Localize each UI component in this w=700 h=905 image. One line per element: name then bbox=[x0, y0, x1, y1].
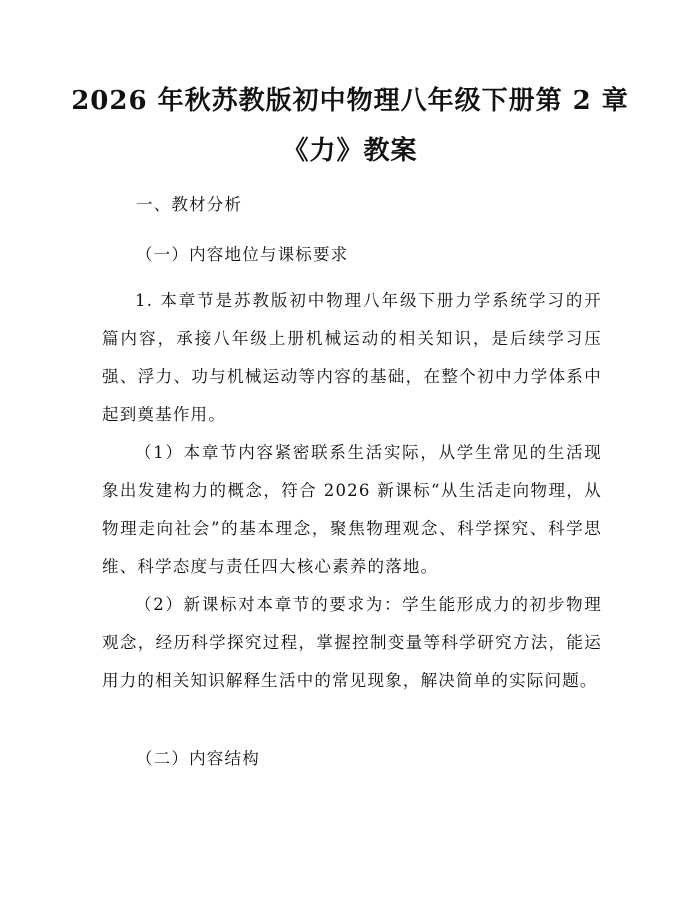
subsection-heading-content-structure: （二）内容结构 bbox=[136, 749, 260, 768]
subsection-heading-position-requirements: （一）内容地位与课标要求 bbox=[136, 245, 349, 264]
paragraph-chapter-position: 1. 本章节是苏教版初中物理八年级下册力学系统学习的开篇内容，承接八年级上册机械运动的相关知识，是后续学习压强、浮力、功与机械运动等内容的基础，在整个初中力学体系中起到奠基作用。 bbox=[102, 291, 602, 424]
section-heading-textbook-analysis: 一、教材分析 bbox=[136, 195, 243, 214]
paragraph-life-connection: （1）本章节内容紧密联系生活实际，从学生常见的生活现象出发建构力的概念，符合 2026 新课标“从生活走向物理，从物理走向社会”的基本理念，聚焦物理观念、科学探究、科学思维、科学态度与责任四大核心素养的落地。 bbox=[102, 443, 602, 576]
document-title-line-1: 2026 年秋苏教版初中物理八年级下册第 2 章 bbox=[71, 86, 629, 116]
paragraph-curriculum-requirements: （2）新课标对本章节的要求为：学生能形成力的初步物理观念，经历科学探究过程，掌握控制变量等科学研究方法，能运用力的相关知识解释生活中的常见现象，解决简单的实际问题。 bbox=[102, 595, 602, 690]
document-title-line-2: 《力》教案 bbox=[282, 136, 418, 166]
